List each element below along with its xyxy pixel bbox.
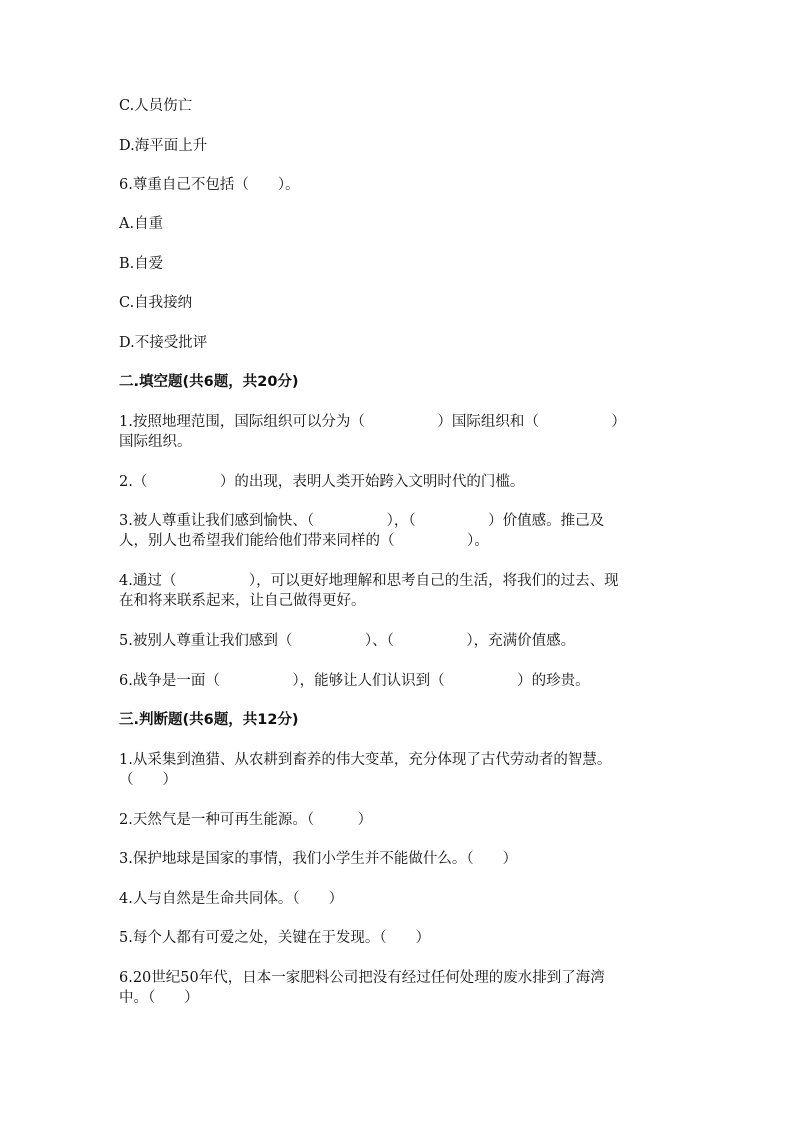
section-heading: 二.填空题(共6题，共20分) bbox=[119, 374, 299, 390]
true-false-question-continued: 中。（ ） bbox=[119, 990, 199, 1006]
question-stem: 6.尊重自己不包括（ ）。 bbox=[119, 177, 300, 193]
fill-blank-question: 4.通过（ ），可以更好地理解和思考自己的生活，将我们的过去、现 bbox=[119, 573, 619, 589]
fill-blank-question: 2.（ ）的出现，表明人类开始跨入文明时代的门槛。 bbox=[119, 474, 525, 490]
fill-blank-question: 6.战争是一面（ ），能够让人们认识到（ ）的珍贵。 bbox=[119, 673, 590, 689]
true-false-question: 6.20世纪50年代，日本一家肥料公司把没有经过任何处理的废水排到了海湾 bbox=[119, 970, 605, 986]
fill-blank-question: 5.被别人尊重让我们感到（ ）、（ ），充满价值感。 bbox=[119, 633, 576, 649]
true-false-question: 5.每个人都有可爱之处，关键在于发现。（ ） bbox=[119, 930, 431, 946]
true-false-question: 3.保护地球是国家的事情，我们小学生并不能做什么。（ ） bbox=[119, 851, 518, 867]
option-c: C.人员伤亡 bbox=[119, 98, 193, 114]
option-a: A.自重 bbox=[119, 216, 164, 232]
true-false-question: 2.天然气是一种可再生能源。（ ） bbox=[119, 812, 373, 828]
fill-blank-question-continued: 在和将来联系起来，让自己做得更好。 bbox=[119, 593, 366, 609]
section-heading: 三.判断题(共6题，共12分) bbox=[119, 712, 299, 728]
fill-blank-question-continued: 国际组织。 bbox=[119, 434, 192, 450]
option-b: B.自爱 bbox=[119, 256, 164, 272]
true-false-question-continued: （ ） bbox=[119, 772, 177, 788]
option-d: D.不接受批评 bbox=[119, 335, 208, 351]
option-d: D.海平面上升 bbox=[119, 138, 208, 154]
fill-blank-question: 1.按照地理范围，国际组织可以分为（ ）国际组织和（ ） bbox=[119, 414, 626, 430]
fill-blank-question: 3.被人尊重让我们感到愉快、（ ），（ ）价值感。推己及 bbox=[119, 513, 605, 529]
option-c: C.自我接纳 bbox=[119, 295, 193, 311]
fill-blank-question-continued: 人，别人也希望我们能给他们带来同样的（ ）。 bbox=[119, 533, 489, 549]
true-false-question: 1.从采集到渔猎、从农耕到畜养的伟大变革，充分体现了古代劳动者的智慧。 bbox=[119, 752, 612, 768]
true-false-question: 4.人与自然是生命共同体。（ ） bbox=[119, 891, 344, 907]
